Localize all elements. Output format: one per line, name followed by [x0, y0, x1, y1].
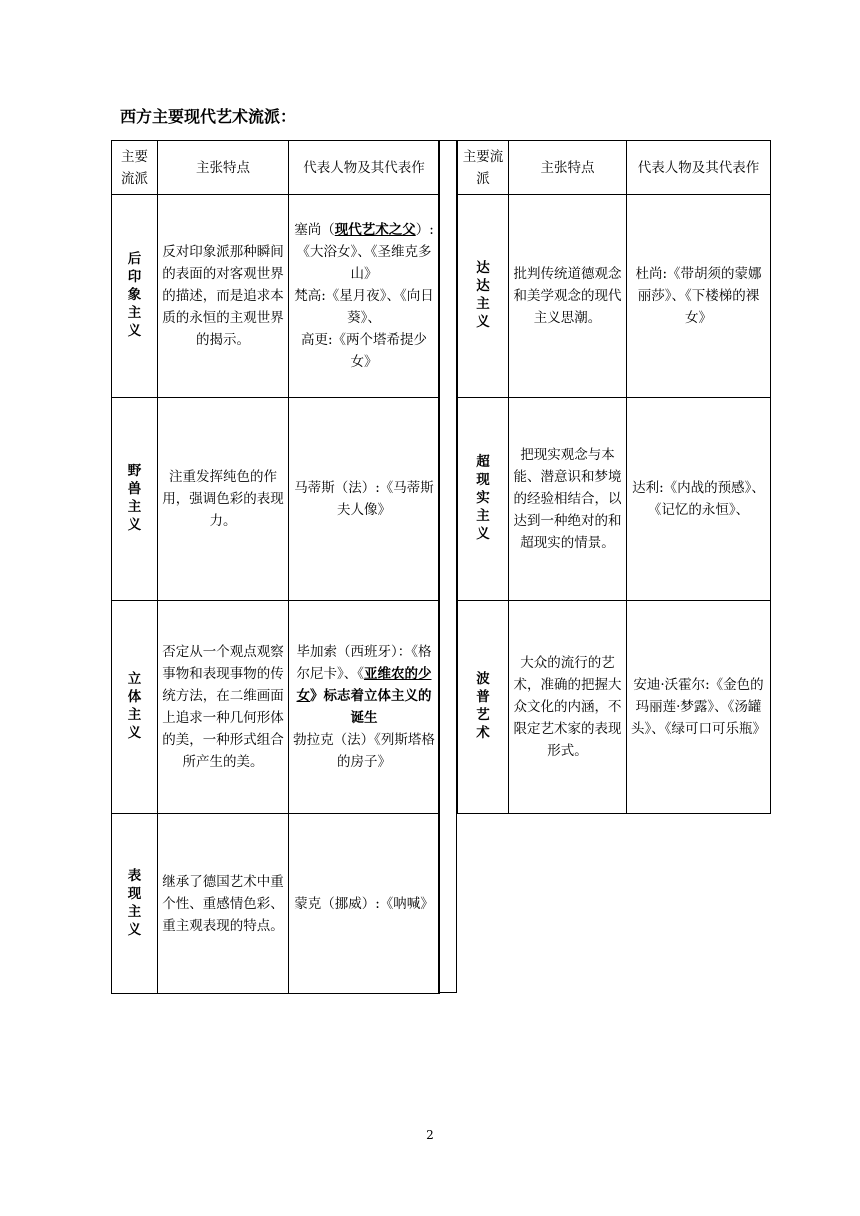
school-name: 立体主义: [112, 601, 158, 814]
school-artists: 安迪·沃霍尔:《金色的玛丽莲·梦露》、《汤罐头》、《绿可口可乐瓶》: [627, 601, 771, 814]
table-row: [112, 601, 440, 814]
table-row: [112, 398, 440, 601]
highlight-text: 亚维农的少女: [296, 666, 432, 704]
school-artists: 马蒂斯（法）:《马蒂斯夫人像》: [289, 398, 440, 601]
school-features: 继承了德国艺术中重个性、重感情色彩、重主观表现的特点。: [158, 814, 289, 994]
school-features: 大众的流行的艺术，准确的把握大众文化的内涵，不限定艺术家的表现形式。: [509, 601, 627, 814]
page-title: 西方主要现代艺术流派：: [120, 107, 297, 126]
header-school: 主要流派: [112, 141, 158, 195]
header-features: 主张特点: [158, 141, 289, 195]
highlight-text: 现代艺术之父: [334, 222, 416, 238]
school-name: 达达主义: [458, 195, 509, 398]
header-artists: 代表人物及其代表作: [289, 141, 440, 195]
school-features: 反对印象派那种瞬间的表面的对客观世界的描述，而是追求本质的永恒的主观世界的揭示。: [158, 195, 289, 398]
school-name: 后印象主义: [112, 195, 158, 398]
school-features: 注重发挥纯色的作用，强调色彩的表现力。: [158, 398, 289, 601]
school-name: 超现实主义: [458, 398, 509, 601]
gap-column: [438, 140, 457, 993]
table-row: [458, 195, 771, 398]
school-features: 批判传统道德观念和美学观念的现代主义思潮。: [509, 195, 627, 398]
school-features: 否定从一个观点观察事物和表现事物的传统方法，在二维画面上追求一种几何形体的美，一种形式组合所产生的美。: [158, 601, 289, 814]
school-features: 把现实观念与本能、潜意识和梦境的经验相结合，以达到一种绝对的和超现实的情景。: [509, 398, 627, 601]
school-artists: 塞尚（现代艺术之父）:《大浴女》、《圣维克多山》 梵高:《星月夜》、《向日葵》、 高更:《两个塔希提少女》: [289, 195, 440, 398]
table-row: [458, 601, 771, 814]
header-school: 主要流派: [458, 141, 509, 195]
school-artists: 杜尚:《带胡须的蒙娜丽莎》、《下楼梯的裸女》: [627, 195, 771, 398]
school-name: 波普艺术: [458, 601, 509, 814]
header-artists: 代表人物及其代表作: [627, 141, 771, 195]
table-row: [458, 398, 771, 601]
right-table: [457, 140, 771, 814]
table-row: [112, 814, 440, 994]
school-artists: 蒙克（挪威）:《呐喊》: [289, 814, 440, 994]
school-name: 表现主义: [112, 814, 158, 994]
school-artists: 毕加索（西班牙）：《格尔尼卡》、《亚维农的少女》标志着立体主义的诞生 勃拉克（法）《列斯塔格的房子》: [289, 601, 440, 814]
header-features: 主张特点: [509, 141, 627, 195]
page-number: 2: [426, 1128, 434, 1142]
table-row: [112, 195, 440, 398]
left-table: [111, 140, 440, 994]
school-artists: 达利:《内战的预感》、《记忆的永恒》、: [627, 398, 771, 601]
school-name: 野兽主义: [112, 398, 158, 601]
